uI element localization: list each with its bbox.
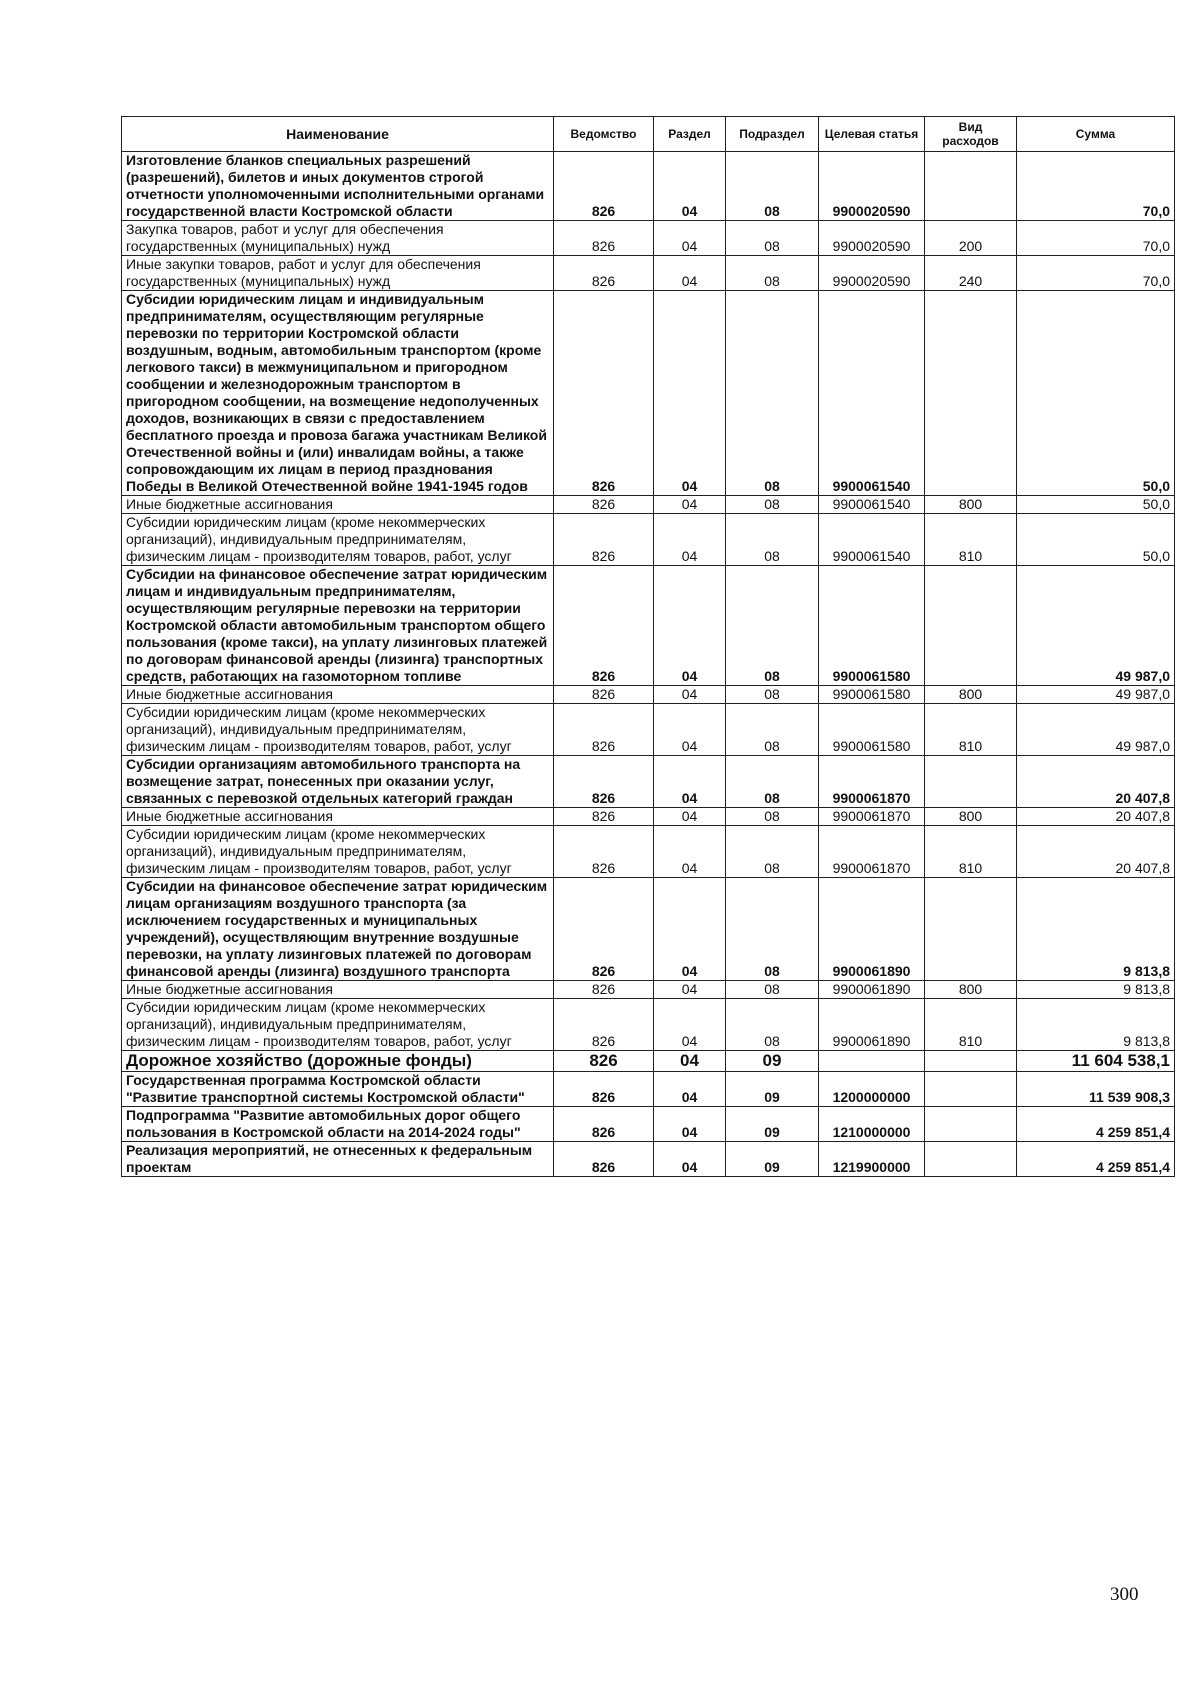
cell-sum: 20 407,8 <box>1017 826 1175 878</box>
table-row <box>122 1051 1175 1072</box>
cell-expense-type <box>925 152 1017 221</box>
cell-section: 04 <box>654 981 726 999</box>
cell-name: Субсидии юридическим лицам и индивидуальным предпринимателям, осуществляющим регулярные перевозки по территории Костромской области воздушным, водным, автомобильным транспортом (кроме легкового такси) в межмуниципальном и пригородном сообщении и железнодорожным транспортом в пригородном сообщении, на возмещение недополученных доходов, возникающих в связи с предоставлением бесплатного проезда и провоза багажа участникам Великой Отечественной войны и (или) инвалидам войны, а также сопровождающим их лицам в период празднования Победы в Великой Отечественной войне 1941-1945 годов <box>122 291 554 496</box>
table-row <box>122 566 1175 686</box>
header-name: Наименование <box>122 117 554 152</box>
cell-expense-type: 810 <box>925 704 1017 756</box>
cell-target: 9900061870 <box>819 826 925 878</box>
cell-expense-type: 240 <box>925 256 1017 291</box>
table-row <box>122 496 1175 514</box>
table-row <box>122 256 1175 291</box>
cell-sum: 49 987,0 <box>1017 704 1175 756</box>
cell-department: 826 <box>554 756 654 808</box>
cell-expense-type <box>925 1107 1017 1142</box>
cell-name: Субсидии на финансовое обеспечение затрат юридическим лицам организациям воздушного транспорта (за исключением государственных и муниципальных учреждений), осуществляющим внутренние воздушные перевозки, на уплату лизинговых платежей по договорам финансовой аренды (лизинга) воздушного транспорта <box>122 878 554 981</box>
table-row <box>122 514 1175 566</box>
cell-expense-type <box>925 1142 1017 1177</box>
cell-target: 9900061890 <box>819 981 925 999</box>
cell-department: 826 <box>554 496 654 514</box>
cell-target: 9900061540 <box>819 291 925 496</box>
cell-subsection: 08 <box>726 566 819 686</box>
cell-target: 9900061580 <box>819 566 925 686</box>
cell-department: 826 <box>554 999 654 1051</box>
cell-sum: 50,0 <box>1017 291 1175 496</box>
cell-target: 9900061870 <box>819 808 925 826</box>
cell-sum: 50,0 <box>1017 496 1175 514</box>
cell-target: 1200000000 <box>819 1072 925 1107</box>
cell-expense-type: 810 <box>925 514 1017 566</box>
table-row <box>122 808 1175 826</box>
cell-expense-type: 800 <box>925 808 1017 826</box>
cell-section: 04 <box>654 704 726 756</box>
header-subsection: Подраздел <box>726 117 819 152</box>
cell-section: 04 <box>654 808 726 826</box>
cell-expense-type <box>925 878 1017 981</box>
cell-department: 826 <box>554 1051 654 1072</box>
header-expense-type: Вид расходов <box>925 117 1017 152</box>
cell-sum: 11 604 538,1 <box>1017 1051 1175 1072</box>
cell-section: 04 <box>654 256 726 291</box>
cell-sum: 70,0 <box>1017 152 1175 221</box>
cell-section: 04 <box>654 514 726 566</box>
cell-target: 9900020590 <box>819 221 925 256</box>
cell-department: 826 <box>554 514 654 566</box>
cell-expense-type <box>925 1051 1017 1072</box>
table-header-row <box>122 117 1175 152</box>
cell-subsection: 08 <box>726 496 819 514</box>
table-row <box>122 1107 1175 1142</box>
cell-sum: 4 259 851,4 <box>1017 1142 1175 1177</box>
cell-expense-type <box>925 566 1017 686</box>
cell-sum: 11 539 908,3 <box>1017 1072 1175 1107</box>
cell-target: 9900061870 <box>819 756 925 808</box>
header-sum: Сумма <box>1017 117 1175 152</box>
cell-name: Субсидии юридическим лицам (кроме некоммерческих организаций), индивидуальным предпринимателям, физическим лицам - производителям товаров, работ, услуг <box>122 826 554 878</box>
cell-expense-type: 800 <box>925 981 1017 999</box>
cell-department: 826 <box>554 1072 654 1107</box>
cell-expense-type: 200 <box>925 221 1017 256</box>
table-row <box>122 1142 1175 1177</box>
table-row <box>122 291 1175 496</box>
cell-subsection: 09 <box>726 1142 819 1177</box>
table-row <box>122 704 1175 756</box>
cell-name: Подпрограмма "Развитие автомобильных дорог общего пользования в Костромской области на 2014-2024 годы" <box>122 1107 554 1142</box>
cell-subsection: 09 <box>726 1107 819 1142</box>
cell-sum: 9 813,8 <box>1017 981 1175 999</box>
cell-target: 1219900000 <box>819 1142 925 1177</box>
cell-sum: 70,0 <box>1017 256 1175 291</box>
cell-name: Дорожное хозяйство (дорожные фонды) <box>122 1051 554 1072</box>
cell-section: 04 <box>654 826 726 878</box>
cell-department: 826 <box>554 826 654 878</box>
cell-target: 9900061890 <box>819 878 925 981</box>
cell-name: Субсидии на финансовое обеспечение затрат юридическим лицам и индивидуальным предпринимателям, осуществляющим регулярные перевозки на территории Костромской области автомобильным транспортом общего пользования (кроме такси), на уплату лизинговых платежей по договорам финансовой аренды (лизинга) транспортных средств, работающих на газомоторном топливе <box>122 566 554 686</box>
cell-target: 9900061540 <box>819 514 925 566</box>
cell-subsection: 08 <box>726 826 819 878</box>
table-row <box>122 756 1175 808</box>
page-number: 300 <box>1110 1584 1139 1605</box>
cell-section: 04 <box>654 152 726 221</box>
cell-name: Иные бюджетные ассигнования <box>122 686 554 704</box>
cell-department: 826 <box>554 1142 654 1177</box>
cell-subsection: 08 <box>726 981 819 999</box>
cell-department: 826 <box>554 878 654 981</box>
cell-subsection: 08 <box>726 514 819 566</box>
cell-section: 04 <box>654 1107 726 1142</box>
cell-target: 1210000000 <box>819 1107 925 1142</box>
cell-department: 826 <box>554 566 654 686</box>
cell-subsection: 09 <box>726 1051 819 1072</box>
table-row <box>122 981 1175 999</box>
cell-subsection: 08 <box>726 808 819 826</box>
cell-department: 826 <box>554 808 654 826</box>
cell-subsection: 08 <box>726 999 819 1051</box>
cell-sum: 20 407,8 <box>1017 756 1175 808</box>
cell-department: 826 <box>554 256 654 291</box>
cell-subsection: 08 <box>726 756 819 808</box>
cell-subsection: 08 <box>726 221 819 256</box>
header-department: Ведомство <box>554 117 654 152</box>
cell-sum: 9 813,8 <box>1017 999 1175 1051</box>
cell-name: Иные бюджетные ассигнования <box>122 496 554 514</box>
cell-target: 9900061580 <box>819 704 925 756</box>
cell-sum: 50,0 <box>1017 514 1175 566</box>
cell-target: 9900061540 <box>819 496 925 514</box>
cell-sum: 4 259 851,4 <box>1017 1107 1175 1142</box>
header-section: Раздел <box>654 117 726 152</box>
cell-subsection: 08 <box>726 704 819 756</box>
cell-department: 826 <box>554 221 654 256</box>
cell-target: 9900061890 <box>819 999 925 1051</box>
table-body <box>122 152 1175 1177</box>
cell-subsection: 08 <box>726 878 819 981</box>
cell-name: Субсидии юридическим лицам (кроме некоммерческих организаций), индивидуальным предпринимателям, физическим лицам - производителям товаров, работ, услуг <box>122 999 554 1051</box>
cell-target: 9900020590 <box>819 152 925 221</box>
cell-expense-type <box>925 1072 1017 1107</box>
cell-expense-type: 810 <box>925 999 1017 1051</box>
cell-name: Субсидии юридическим лицам (кроме некоммерческих организаций), индивидуальным предпринимателям, физическим лицам - производителям товаров, работ, услуг <box>122 704 554 756</box>
table-row <box>122 1072 1175 1107</box>
cell-expense-type: 810 <box>925 826 1017 878</box>
cell-sum: 49 987,0 <box>1017 686 1175 704</box>
cell-name: Иные закупки товаров, работ и услуг для обеспечения государственных (муниципальных) нужд <box>122 256 554 291</box>
cell-sum: 70,0 <box>1017 221 1175 256</box>
cell-name: Иные бюджетные ассигнования <box>122 981 554 999</box>
cell-expense-type <box>925 291 1017 496</box>
cell-expense-type: 800 <box>925 496 1017 514</box>
cell-sum: 9 813,8 <box>1017 878 1175 981</box>
cell-section: 04 <box>654 999 726 1051</box>
cell-expense-type: 800 <box>925 686 1017 704</box>
cell-name: Реализация мероприятий, не отнесенных к федеральным проектам <box>122 1142 554 1177</box>
cell-target <box>819 1051 925 1072</box>
cell-section: 04 <box>654 756 726 808</box>
cell-sum: 49 987,0 <box>1017 566 1175 686</box>
cell-subsection: 08 <box>726 152 819 221</box>
cell-section: 04 <box>654 1142 726 1177</box>
cell-subsection: 08 <box>726 291 819 496</box>
table-row <box>122 999 1175 1051</box>
cell-department: 826 <box>554 291 654 496</box>
cell-department: 826 <box>554 1107 654 1142</box>
cell-name: Закупка товаров, работ и услуг для обеспечения государственных (муниципальных) нужд <box>122 221 554 256</box>
cell-section: 04 <box>654 686 726 704</box>
cell-subsection: 08 <box>726 686 819 704</box>
cell-name: Иные бюджетные ассигнования <box>122 808 554 826</box>
cell-section: 04 <box>654 566 726 686</box>
cell-sum: 20 407,8 <box>1017 808 1175 826</box>
cell-section: 04 <box>654 291 726 496</box>
table-row <box>122 221 1175 256</box>
table-row <box>122 826 1175 878</box>
cell-name: Субсидии юридическим лицам (кроме некоммерческих организаций), индивидуальным предпринимателям, физическим лицам - производителям товаров, работ, услуг <box>122 514 554 566</box>
cell-section: 04 <box>654 1072 726 1107</box>
table-row <box>122 686 1175 704</box>
cell-subsection: 09 <box>726 1072 819 1107</box>
cell-department: 826 <box>554 152 654 221</box>
cell-section: 04 <box>654 878 726 981</box>
cell-expense-type <box>925 756 1017 808</box>
cell-target: 9900020590 <box>819 256 925 291</box>
cell-department: 826 <box>554 704 654 756</box>
cell-name: Изготовление бланков специальных разрешений (разрешений), билетов и иных документов строгой отчетности уполномоченными исполнительными органами государственной власти Костромской области <box>122 152 554 221</box>
cell-section: 04 <box>654 496 726 514</box>
cell-target: 9900061580 <box>819 686 925 704</box>
table-row <box>122 878 1175 981</box>
cell-department: 826 <box>554 686 654 704</box>
header-target: Целевая статья <box>819 117 925 152</box>
cell-subsection: 08 <box>726 256 819 291</box>
cell-name: Субсидии организациям автомобильного транспорта на возмещение затрат, понесенных при оказании услуг, связанных с перевозкой отдельных категорий граждан <box>122 756 554 808</box>
cell-name: Государственная программа Костромской области "Развитие транспортной системы Костромской области" <box>122 1072 554 1107</box>
cell-section: 04 <box>654 221 726 256</box>
cell-section: 04 <box>654 1051 726 1072</box>
table-row <box>122 152 1175 221</box>
budget-table <box>121 116 1175 1177</box>
cell-department: 826 <box>554 981 654 999</box>
